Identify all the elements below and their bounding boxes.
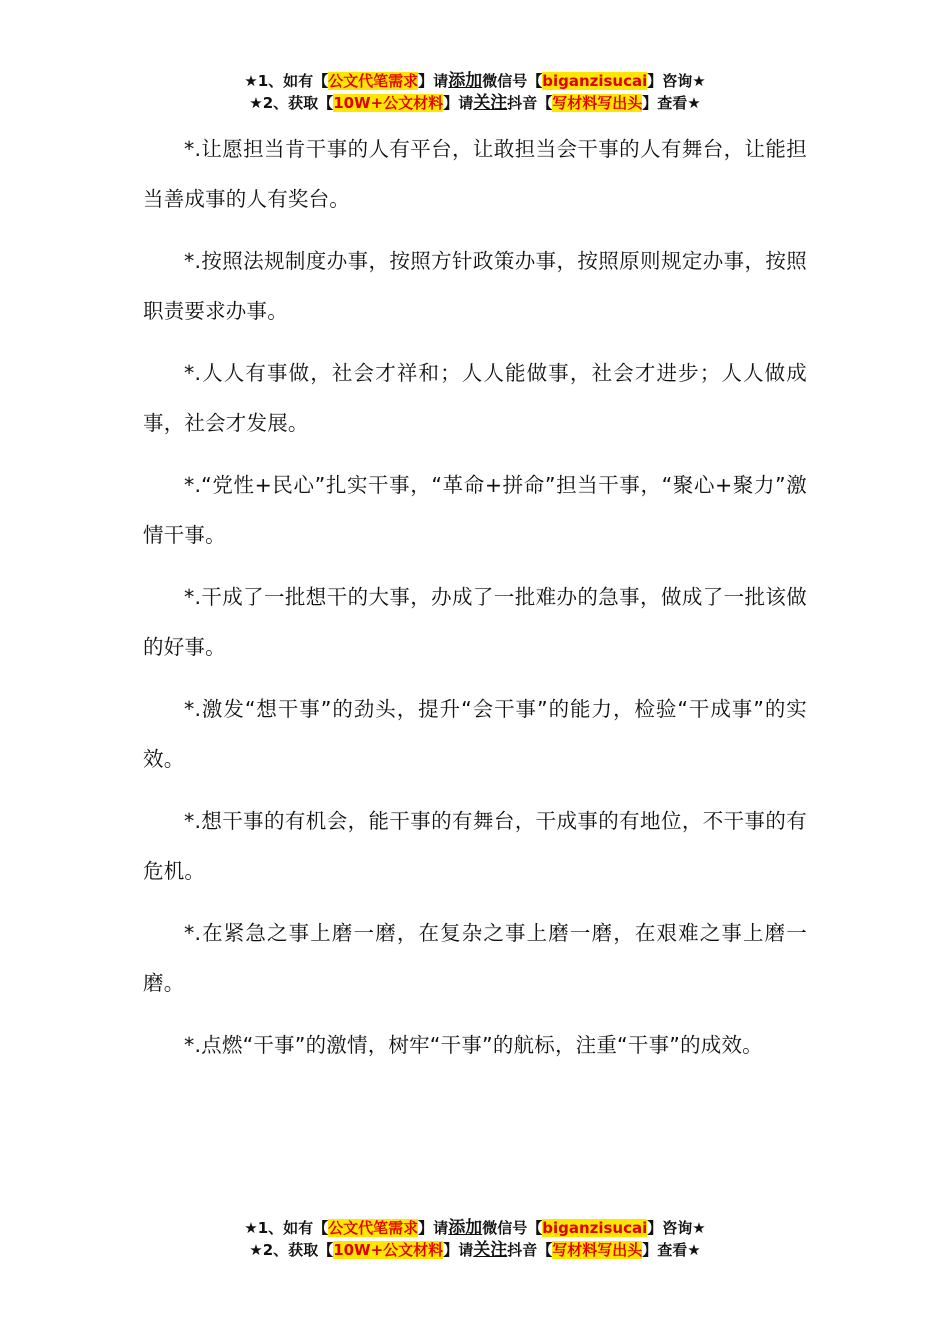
paragraph: *.让愿担当肯干事的人有平台，让敢担当会干事的人有舞台，让能担当善成事的人有奖台。 xyxy=(143,137,807,211)
paragraph: *.想干事的有机会，能干事的有舞台，干成事的有地位，不干事的有危机。 xyxy=(143,809,807,883)
underlined-add: 添加 xyxy=(448,71,483,91)
highlight-douyin-account: 写材料写出头 xyxy=(552,94,643,112)
highlight-wechat-id: biganzisucai xyxy=(542,1219,648,1237)
footer-banner xyxy=(0,1217,950,1261)
highlight-materials: 10W+公文材料 xyxy=(333,1241,444,1259)
paragraph: *.干成了一批想干的大事，办成了一批难办的急事，做成了一批该做的好事。 xyxy=(143,585,807,659)
paragraph: *.“党性+民心”扎实干事，“革命+拼命”担当干事，“聚心+聚力”激情干事。 xyxy=(143,473,807,547)
highlight-materials: 10W+公文材料 xyxy=(333,94,444,112)
paragraph: *.按照法规制度办事，按照方针政策办事，按照原则规定办事，按照职责要求办事。 xyxy=(143,249,807,323)
banner-line-2: ★2、获取【10W+公文材料】请关注抖音【写材料写出头】查看★ xyxy=(249,1240,701,1260)
highlight-service: 公文代笔需求 xyxy=(328,1219,419,1237)
paragraph: *.在紧急之事上磨一磨，在复杂之事上磨一磨，在艰难之事上磨一磨。 xyxy=(143,921,807,995)
document-body xyxy=(143,124,807,1082)
header-banner xyxy=(0,70,950,114)
highlight-douyin-account: 写材料写出头 xyxy=(552,1241,643,1259)
paragraph: *.激发“想干事”的劲头，提升“会干事”的能力，检验“干成事”的实效。 xyxy=(143,697,807,771)
underlined-add: 添加 xyxy=(448,1218,483,1238)
banner-line-1: ★1、如有【公文代笔需求】请添加微信号【biganzisucai】咨询★ xyxy=(244,71,706,91)
underlined-follow: 关注 xyxy=(473,93,508,113)
paragraph: *.点燃“干事”的激情，树牢“干事”的航标，注重“干事”的成效。 xyxy=(184,1033,763,1057)
banner-line-1: ★1、如有【公文代笔需求】请添加微信号【biganzisucai】咨询★ xyxy=(244,1218,706,1238)
highlight-service: 公文代笔需求 xyxy=(328,72,419,90)
paragraph: *.人人有事做，社会才祥和；人人能做事，社会才进步；人人做成事，社会才发展。 xyxy=(143,361,807,435)
banner-line-2: ★2、获取【10W+公文材料】请关注抖音【写材料写出头】查看★ xyxy=(249,93,701,113)
highlight-wechat-id: biganzisucai xyxy=(542,72,648,90)
underlined-follow: 关注 xyxy=(473,1240,508,1260)
